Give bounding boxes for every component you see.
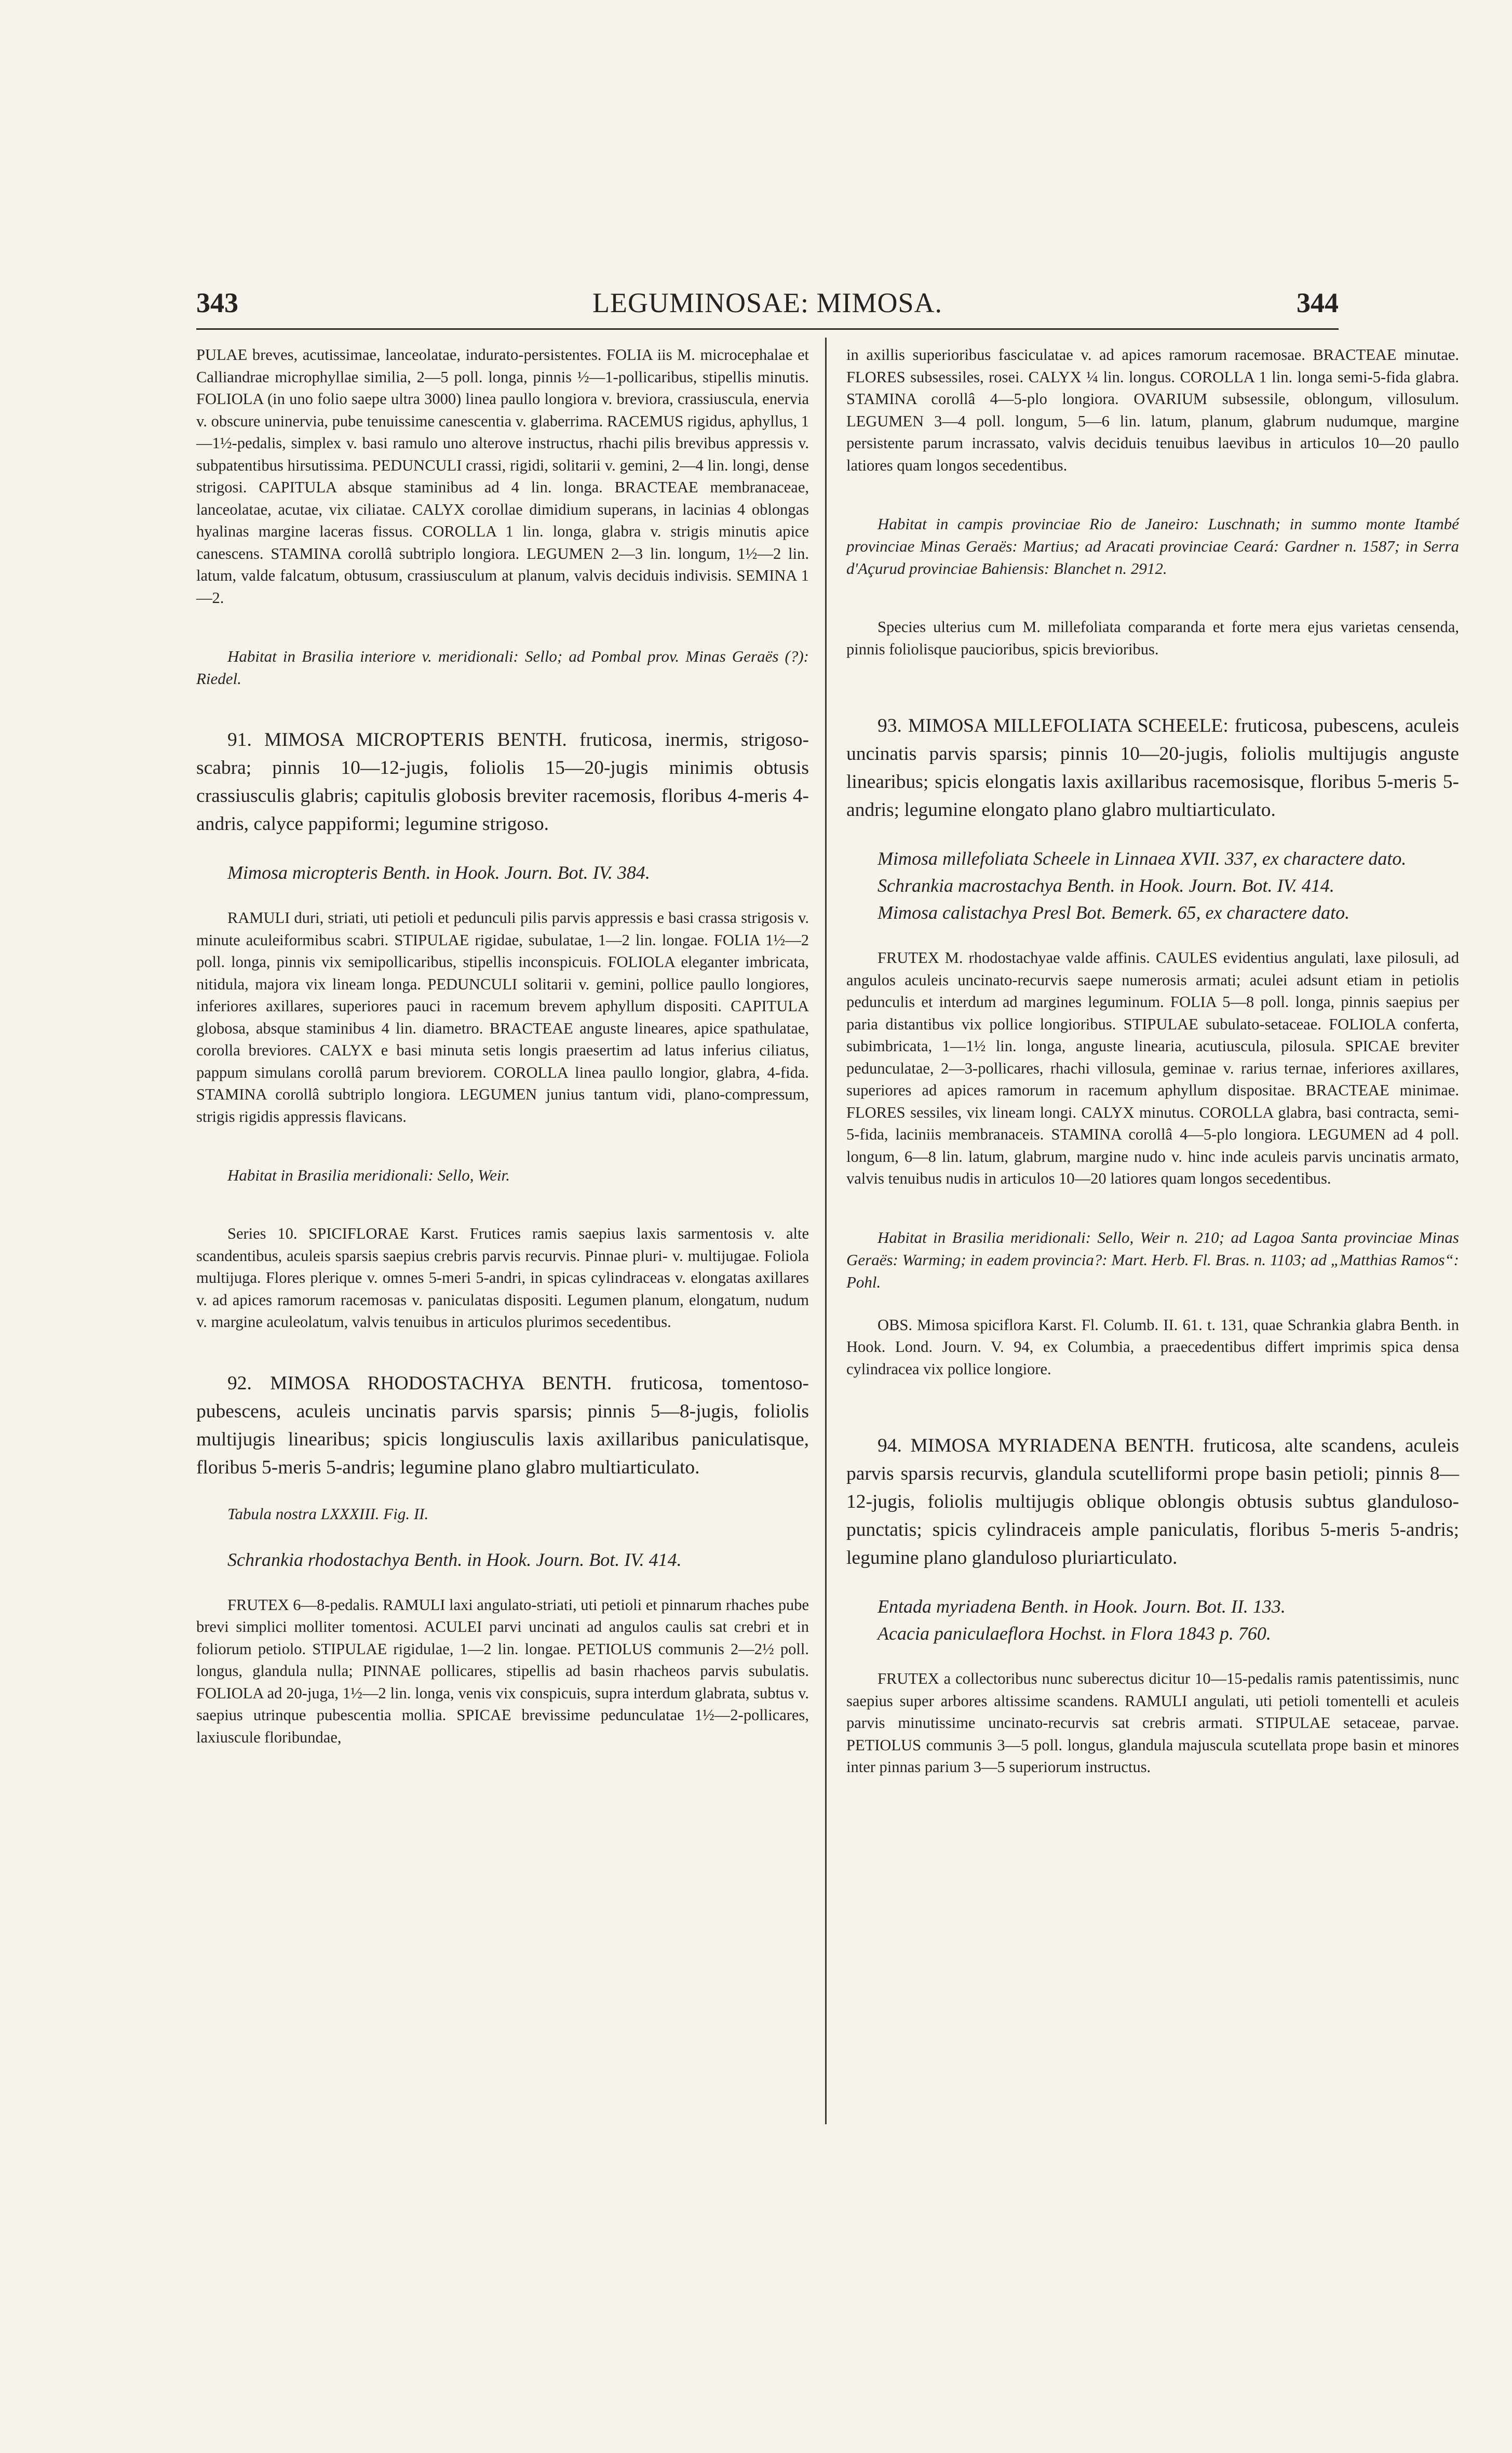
description-paragraph: RAMULI duri, striati, uti petioli et pedunculi pilis parvis appressis e basi crassa strigosis v. minute aculeiformibus scabri. STIPULAE rigidae, subulatae, 1—2 lin. longae. FOLIA 1½—2 poll. longa, pinnis vix semipollicaribus, stipellis inconspicuis. FOLIOLA eleganter imbricata, nitidula, majora vix lineam longa. PEDUNCULI solitarii v. gemini, pollice paullo longiores, inferiores axillares, superiores pauci in racemum brevem aphyllum dispositi. CAPITULA globosa, absque staminibus 4 lin. diametro. BRACTEAE anguste lineares, apice spathulatae, corolla breviores. CALYX e basi minuta setis longis praesertim ad latus inferius ciliatus, pappum simulans corollâ parum breviorem. COROLLA linea paullo longior, glabra, 4-fida. STAMINA corollâ subtriplo longiora. LEGUMEN junius tantum vidi, plano-compressum, strigis rigidis appressis flavicans.: [196, 909, 809, 1125]
species-93-heading: 93. MIMOSA MILLEFOLIATA SCHEELE: fruticosa, pubescens, aculeis uncinatis parvis sparsis; pinnis 10—20-jugis, foliolis multijugis anguste linearibus; spicis elongatis laxis axillaribus racemosisque, floribus 5-meris 5-andris; legumine elongato plano glabro multiarticulato.: [846, 715, 1459, 821]
species-91-heading: 91. MIMOSA MICROPTERIS BENTH. fruticosa, inermis, strigoso-scabra; pinnis 10—12-jugis, foliolis 15—20-jugis minimis obtusis crassiusculis glabris; capitulis globosis breviter racemosis, floribus 4-meris 4-andris, calyce pappiformi; legumine strigoso.: [196, 729, 809, 835]
synonym: Entada myriadena Benth. in Hook. Journ. Bot. II. 133.: [878, 1596, 1286, 1617]
column-divider: [825, 338, 827, 2124]
habitat-note: Habitat in Brasilia meridionali: Sello, Weir.: [227, 1166, 510, 1184]
species-92-heading: 92. MIMOSA RHODOSTACHYA BENTH. fruticosa, tomentoso-pubescens, aculeis uncinatis parvis sparsis; pinnis 5—8-jugis, foliolis multijugis linearibus; spicis longiusculis laxis axillaribus paniculatisque, floribus 5-meris 5-andris; legumine plano glabro multiarticulato.: [196, 1372, 809, 1478]
description-paragraph: FRUTEX 6—8-pedalis. RAMULI laxi angulato-striati, uti petioli et pinnarum rhaches pube brevi simplici molliter tomentosi. ACULEI parvi uncinati ad angulos caulis sat crebri et in foliorum petiolo. STIPULAE rigidulae, 1—2 lin. longae. PETIOLUS communis 2—2½ poll. longus, glandula nulla; PINNAE pollicares, stipellis ad basin rhacheos parvis subulatis. FOLIOLA ad 20-juga, 1½—2 lin. longa, venis vix conspicuis, supra interdum glabrata, subtus v. saepius utrinque pubescentia mollia. SPICAE brevissime pedunculatae 1½—2-pollicares, laxiuscule floribundae,: [196, 1596, 809, 1746]
page-number-left: 343: [196, 287, 238, 318]
series-description: Series 10. SPICIFLORAE Karst. Frutices ramis saepius laxis sarmentosis v. alte scandentibus, aculeis sparsis saepius crebris parvis recurvis. Pinnae pluri- v. multijugae. Foliola multijuga. Flores plerique v. omnes 5-meri 5-andri, in spicas cylindraceas v. elongatas axillares v. ad apices ramorum racemosas v. paniculatas dispositi. Legumen planum, elongatum, nudum v. margine aculeolatum, valvis tenuibus in articulos plurimos secedentibus.: [196, 1225, 809, 1331]
habitat-note: Habitat in Brasilia meridionali: Sello, Weir n. 210; ad Lagoa Santa provinciae Minas Geraës: Warming; in eadem provincia?: Mart. Herb. Fl. Bras. n. 1103; ad „Matthias Ramos“: Pohl.: [846, 1228, 1459, 1291]
synonym: Mimosa millefoliata Scheele in Linnaea XVII. 337, ex charactere dato.: [878, 848, 1407, 869]
plate-reference: Tabula nostra LXXXIII. Fig. II.: [227, 1504, 429, 1523]
synonym: Mimosa calistachya Presl Bot. Bemerk. 65, ex charactere dato.: [878, 902, 1350, 923]
synonym: Schrankia rhodostachya Benth. in Hook. Journ. Bot. IV. 414.: [227, 1549, 682, 1570]
species-94-heading: 94. MIMOSA MYRIADENA BENTH. fruticosa, alte scandens, aculeis parvis sparsis recurvis, glandula scutelliformi prope basin petioli; pinnis 8—12-jugis, foliolis multijugis oblique oblongis obtusis subtus glanduloso-punctatis; spicis cylindraceis ample paniculatis, floribus 5-meris 5-andris; legumine plano glanduloso pluriarticulato.: [846, 1435, 1459, 1569]
left-column: [196, 344, 809, 1748]
description-paragraph: FRUTEX a collectoribus nunc suberectus dicitur 10—15-pedalis ramis patentissimis, nunc saepius super arbores altissime scandens. RAMULI angulati, uti petioli tomentelli et aculeis parvis minutissime uncinato-recurvis sat crebris armati. STIPULAE setaceae, parvae. PETIOLUS communis 3—5 poll. longus, glandula majuscula scutellata prope basin et minores inter pinnas parium 3—5 superiorum instructus.: [846, 1670, 1459, 1776]
right-column: [846, 344, 1459, 1778]
description-paragraph: FRUTEX M. rhodostachyae valde affinis. CAULES evidentius angulati, laxe pilosuli, ad angulos aculeis uncinato-recurvis saepe numerosis armati; aculei adsunt etiam in petiolis pedunculis et interdum ad margines leguminum. FOLIA 5—8 poll. longa, pinnis saepius per paria distantibus vix pollice longioribus. STIPULAE subulato-setaceae. FOLIOLA conferta, subimbricata, 1—1½ lin. longa, anguste linearia, acutiuscula, pilosula. SPICAE breviter pedunculatae, 2—3-pollicares, rhachi villosula, geminae v. rarius ternae, inferiores axillares, superiores ad apices ramorum in racemum aphyllum dispositae. BRACTEAE minimae. FLORES sessiles, vix lineam longi. CALYX minutus. COROLLA glabra, basi contracta, semi-5-fida, laciniis membranaceis. STAMINA corollâ 4—5-plo longiora. LEGUMEN ad 4 poll. longum, 6—8 lin. latum, glabrum, margine nudo v. hinc inde aculeis parvis uncinatis armato, valvis tenuibus nudis in articulos 10—20 latiores quam longos secedentibus.: [846, 949, 1459, 1187]
observation-note: OBS. Mimosa spiciflora Karst. Fl. Columb. II. 61. t. 131, quae Schrankia glabra Benth. in Hook. Lond. Journ. V. 94, ex Columbia, a praecedentibus differt imprimis spica densa cylindracea vix pollice longiore.: [846, 1316, 1459, 1378]
description-paragraph: PULAE breves, acutissimae, lanceolatae, indurato-persistentes. FOLIA iis M. microcephalae et Calliandrae microphyllae similia, 2—5 poll. longa, pinnis ½—1-pollicaribus, stipellis minutis. FOLIOLA (in uno folio saepe ultra 3000) linea paullo longiora v. breviora, crassiuscula, enervia v. obscure uninervia, pube tenuissime canescentia v. glaberrima. RACEMUS rigidus, aphyllus, 1—1½-pedalis, simplex v. basi ramulo uno alterove instructus, rhachi pilis brevibus appressis v. subpatentibus hirsutissima. PEDUNCULI crassi, rigidi, solitarii v. gemini, 2—4 lin. longi, dense strigosi. CAPITULA absque staminibus ad 4 lin. longa. BRACTEAE membranaceae, lanceolatae, acutae, vix ciliatae. CALYX corollae dimidium superans, in lacinias 4 oblongas hyalinas margine laceras fissus. COROLLA 1 lin. longa, glabra v. strigis minutis apice canescens. STAMINA corollâ subtriplo longiora. LEGUMEN 2—3 lin. longum, 1½—2 lin. latum, valde falcatum, obtusum, crassiusculum at planum, valvis deciduis indivisis. SEMINA 1—2.: [196, 346, 809, 607]
remark-paragraph: Species ulterius cum M. millefoliata comparanda et forte mera ejus varietas censenda, pinnis foliolisque paucioribus, spicis brevioribus.: [846, 618, 1459, 658]
page-header: [196, 287, 1339, 333]
habitat-note: Habitat in Brasilia interiore v. meridionali: Sello; ad Pombal prov. Minas Geraës (?): Riedel.: [196, 647, 809, 688]
header-rule: [196, 328, 1339, 330]
page-number-right: 344: [1297, 287, 1339, 318]
habitat-note: Habitat in campis provinciae Rio de Janeiro: Luschnath; in summo monte Itambé provinciae Minas Geraës: Martius; ad Aracati provinciae Ceará: Gardner n. 1587; in Serra d'Açurud provinciae Bahiensis: Blanchet n. 2912.: [846, 515, 1459, 578]
running-title: LEGUMINOSAE: MIMOSA.: [592, 287, 942, 318]
synonym: Acacia paniculaeflora Hochst. in Flora 1843 p. 760.: [878, 1623, 1271, 1644]
synonym: Schrankia macrostachya Benth. in Hook. Journ. Bot. IV. 414.: [878, 875, 1334, 896]
synonym: Mimosa micropteris Benth. in Hook. Journ. Bot. IV. 384.: [227, 862, 650, 883]
description-paragraph: in axillis superioribus fasciculatae v. ad apices ramorum racemosae. BRACTEAE minutae. FLORES subsessiles, rosei. CALYX ¼ lin. longus. COROLLA 1 lin. longa semi-5-fida glabra. STAMINA corollâ 4—5-plo longiora. OVARIUM subsessile, oblongum, villosulum. LEGUMEN 3—4 poll. longum, 5—6 lin. latum, planum, glabrum nudumque, margine persistente parum incrassato, valvis deciduis tenuibus laevibus in articulos 10—20 paullo latiores quam longos secedentibus.: [846, 346, 1459, 474]
